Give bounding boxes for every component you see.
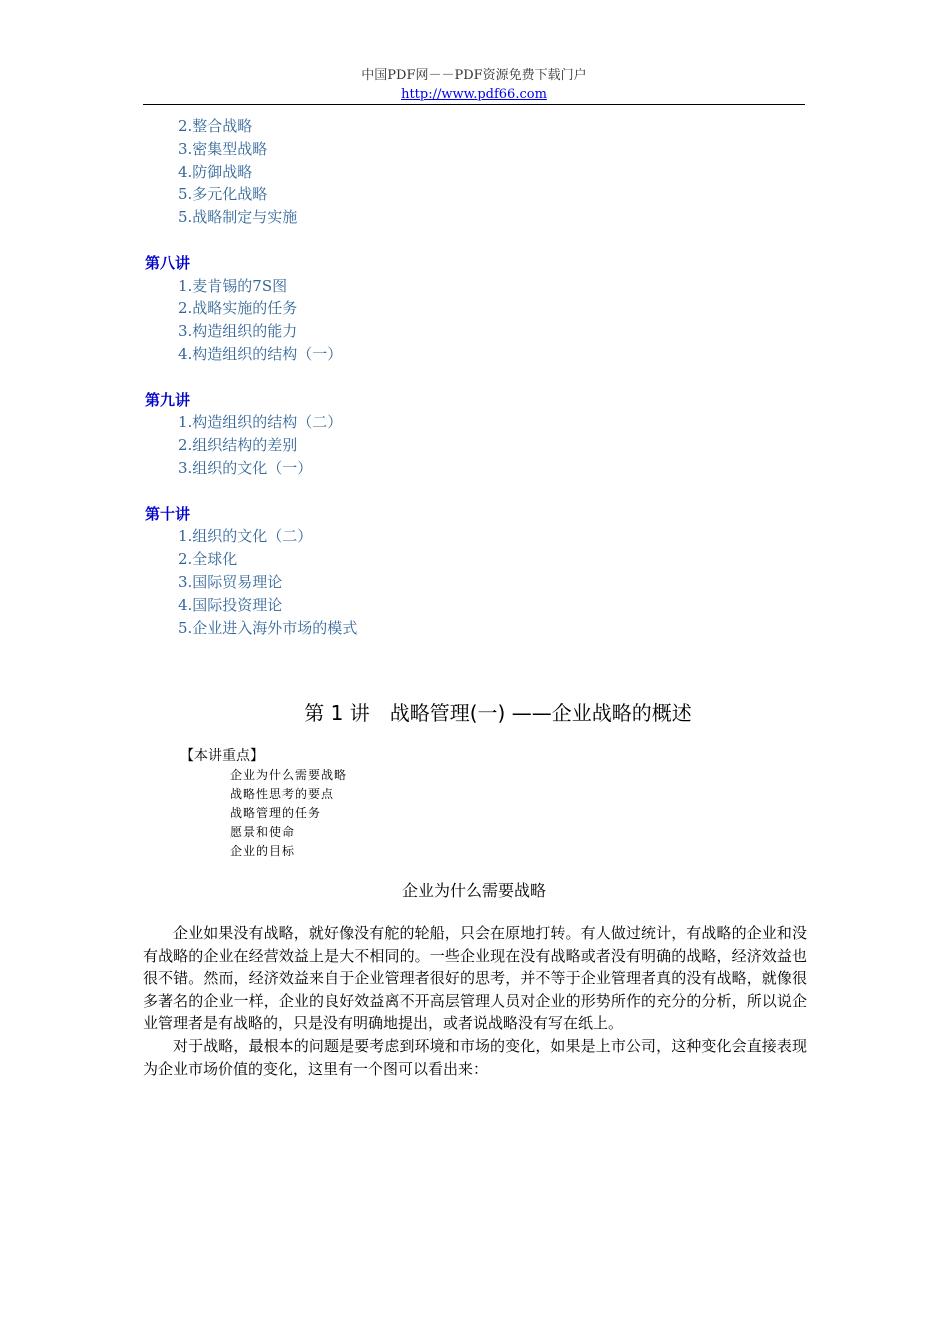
key-point-item: 企业的目标 (230, 844, 296, 858)
key-points-list (230, 766, 347, 861)
toc-item[interactable]: 2.整合战略 (178, 117, 253, 135)
section-title: 企业为什么需要战略 (401, 881, 546, 900)
toc-item[interactable]: 2.战略实施的任务 (178, 299, 298, 318)
page-header (143, 66, 805, 104)
toc-item[interactable]: 5.企业进入海外市场的模式 (178, 618, 358, 637)
key-point-item: 企业为什么需要战略 (230, 768, 348, 782)
toc-item[interactable]: 3.密集型战略 (178, 139, 268, 158)
toc-item[interactable]: 4.国际投资理论 (178, 595, 283, 614)
toc-item[interactable]: 2.全球化 (178, 550, 238, 569)
table-of-contents (145, 115, 805, 639)
toc-lecture-9-heading[interactable]: 第九讲 (145, 390, 191, 409)
header-divider (143, 104, 805, 105)
toc-lecture-8-heading[interactable]: 第八讲 (145, 253, 191, 272)
toc-item[interactable]: 1.构造组织的结构（二） (178, 413, 343, 432)
toc-item[interactable]: 5.战略制定与实施 (178, 208, 298, 227)
header-url-link[interactable]: http://www.pdf66.com (401, 87, 547, 102)
toc-item[interactable]: 1.麦肯锡的7S图 (178, 276, 288, 295)
key-point-item: 愿景和使命 (230, 825, 296, 839)
toc-item[interactable]: 3.组织的文化（一） (178, 458, 313, 477)
toc-lecture-10-heading[interactable]: 第十讲 (145, 504, 191, 523)
body-paragraph: 企业如果没有战略，就好像没有舵的轮船，只会在原地打转。有人做过统计，有战略的企业和没有战略的企业在经营效益上是大不相同的。一些企业现在没有战略或者没有明确的战略，经济效益也很不错。然而，经济效益来自于企业管理者很好的思考，并不等于企业管理者真的没有战略，就像很多著名的企业一样，企业的良好效益离不开高层管理人员对企业的形势所作的充分的分析，所以说企业管理者是有战略的，只是没有明确地提出，或者说战略没有写在纸上。 (143, 924, 807, 1033)
toc-item[interactable]: 4.防御战略 (178, 162, 253, 181)
toc-item[interactable]: 3.构造组织的能力 (178, 322, 298, 341)
key-points-label: 【本讲重点】 (180, 748, 264, 764)
toc-item[interactable]: 4.构造组织的结构（一） (178, 344, 343, 363)
toc-item[interactable]: 1.组织的文化（二） (178, 527, 313, 546)
lecture-title: 第 1 讲 战略管理(一) ——企业战略的概述 (304, 701, 692, 725)
body-paragraph: 对于战略，最根本的问题是要考虑到环境和市场的变化，如果是上市公司，这种变化会直接表现为企业市场价值的变化，这里有一个图可以看出来： (143, 1036, 807, 1078)
toc-item[interactable]: 2.组织结构的差别 (178, 436, 298, 455)
toc-item[interactable]: 3.国际贸易理论 (178, 572, 283, 591)
key-point-item: 战略性思考的要点 (230, 787, 335, 801)
key-point-item: 战略管理的任务 (230, 806, 322, 820)
toc-item[interactable]: 5.多元化战略 (178, 185, 268, 204)
section-body (143, 922, 807, 1080)
header-site-title: 中国PDF网－－PDF资源免费下载门户 (361, 68, 587, 83)
toc-continued-group (145, 115, 805, 229)
